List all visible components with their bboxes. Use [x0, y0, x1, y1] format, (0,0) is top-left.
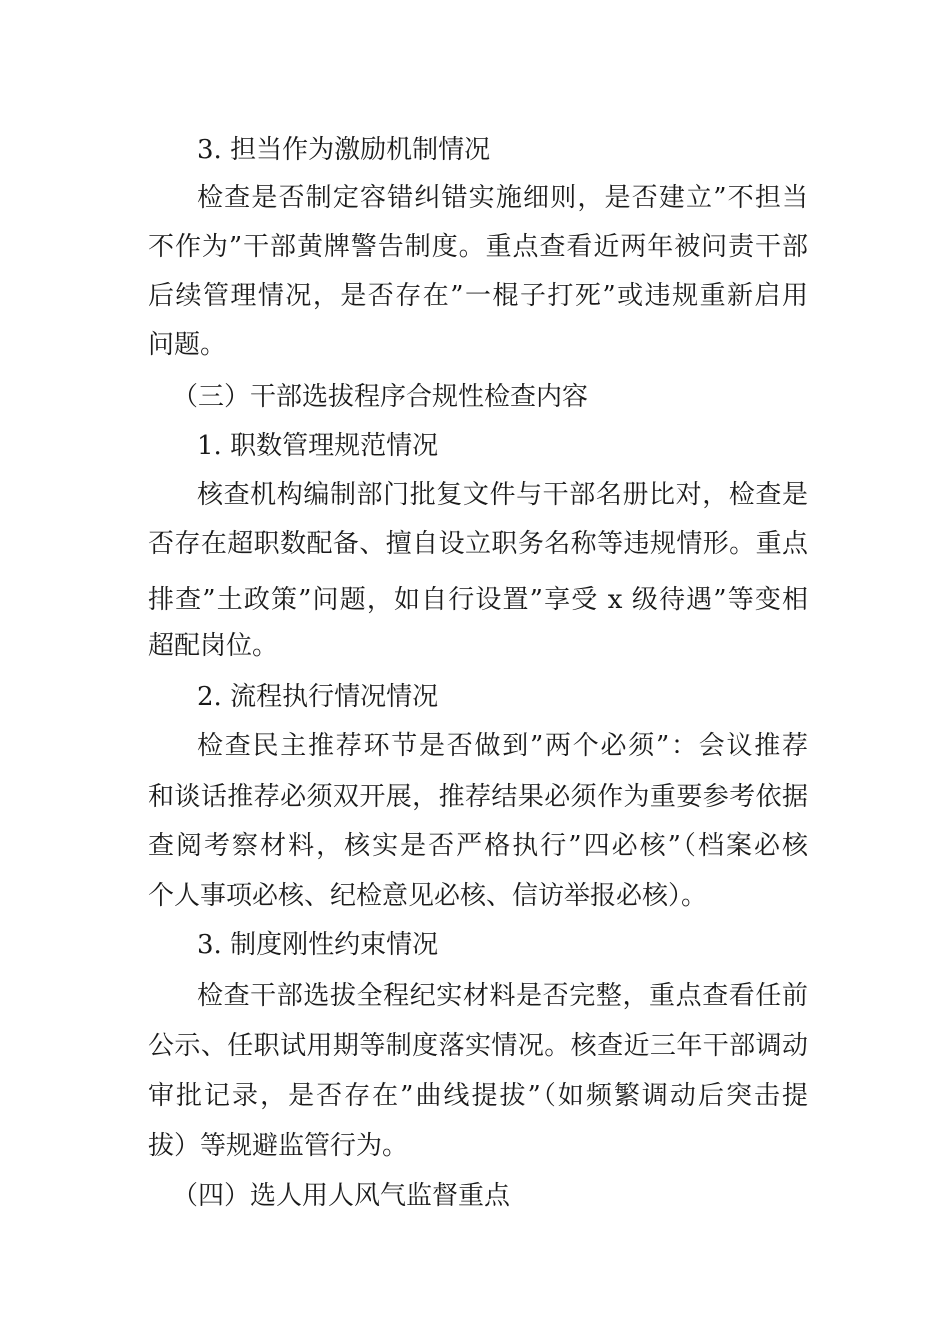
- paragraph-line: 不作为”干部黄牌警告制度。重点查看近两年被问责干部: [148, 232, 808, 262]
- section-heading-4: （四）选人用人风气监督重点: [172, 1181, 511, 1211]
- paragraph-line: 后续管理情况，是否存在”一棍子打死”或违规重新启用: [148, 281, 808, 311]
- paragraph-line: 拔）等规避监管行为。: [148, 1131, 409, 1161]
- paragraph-line: 问题。: [148, 330, 227, 360]
- heading-process-execution: 2. 流程执行情况情况: [197, 682, 439, 712]
- paragraph-line: 否存在超职数配备、擅自设立职务名称等违规情形。重点: [148, 529, 808, 559]
- paragraph-line: 审批记录，是否存在”曲线提拔”（如频繁调动后突击提: [148, 1081, 808, 1111]
- heading-position-quota: 1. 职数管理规范情况: [197, 431, 439, 461]
- paragraph-line: 排查”土政策”问题，如自行设置”享受 x 级待遇”等变相: [148, 585, 808, 615]
- paragraph-line: 检查民主推荐环节是否做到”两个必须”：会议推荐: [197, 731, 808, 761]
- heading-system-rigidity: 3. 制度刚性约束情况: [197, 930, 439, 960]
- heading-incentive-mechanism: 3. 担当作为激励机制情况: [197, 135, 491, 165]
- paragraph-line: 检查是否制定容错纠错实施细则，是否建立”不担当: [197, 183, 808, 213]
- paragraph-line: 核查机构编制部门批复文件与干部名册比对，检查是: [197, 480, 808, 510]
- paragraph-line: 和谈话推荐必须双开展，推荐结果必须作为重要参考依据: [148, 782, 808, 812]
- paragraph-line: 检查干部选拔全程纪实材料是否完整，重点查看任前: [197, 981, 808, 1011]
- paragraph-line: 公示、任职试用期等制度落实情况。核查近三年干部调动: [148, 1031, 808, 1061]
- section-heading-3: （三）干部选拔程序合规性检查内容: [172, 382, 589, 412]
- paragraph-line: 超配岗位。: [148, 631, 279, 661]
- paragraph-line: 个人事项必核、纪检意见必核、信访举报必核）。: [148, 881, 708, 911]
- paragraph-line: 查阅考察材料，核实是否严格执行”四必核”（档案必核: [148, 831, 808, 861]
